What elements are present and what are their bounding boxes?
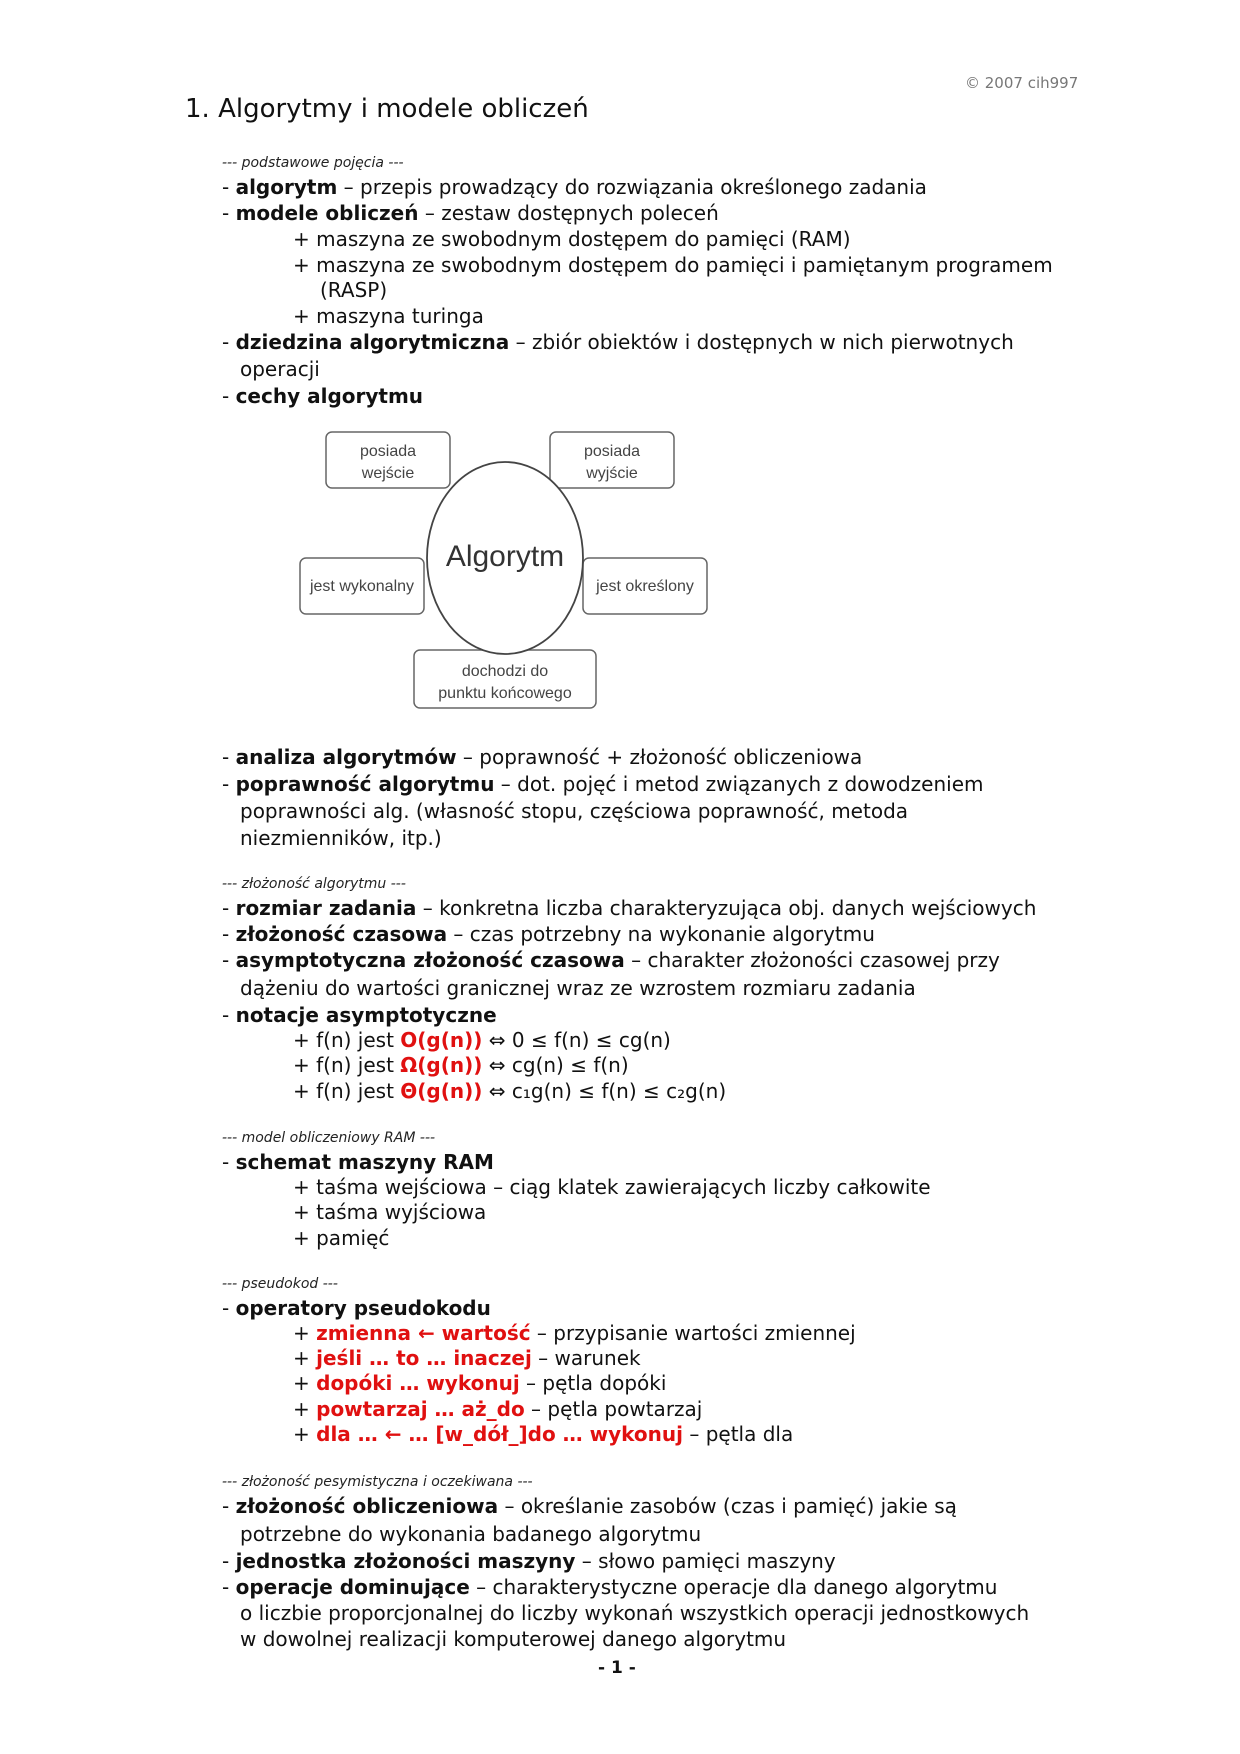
label: dochodzi do — [461, 663, 549, 680]
term: notacje asymptotyczne — [235, 1003, 497, 1027]
text: + f(n) jest — [293, 1079, 401, 1103]
keyword: powtarzaj … aż_do — [316, 1397, 525, 1421]
text: ⇔ 0 ≤ f(n) ≤ cg(n) — [482, 1028, 671, 1052]
notation-big-o — [293, 1027, 671, 1053]
bullet: - — [222, 384, 236, 408]
subitem-rasp: + maszyna ze swobodnym dostępem do pamięci i pamiętanym programem — [293, 253, 1053, 277]
item-notacje — [222, 1002, 497, 1028]
label: posiada — [359, 443, 417, 460]
plus: + — [293, 1371, 317, 1395]
section-heading-complexity: --- złożoność algorytmu --- — [222, 876, 406, 892]
operator-repeat — [293, 1396, 702, 1422]
item-poprawnosc — [222, 771, 983, 797]
definition: – charakterystyczne operacje dla danego algorytmu — [469, 1575, 998, 1599]
bullet: - — [222, 1296, 236, 1320]
text: + f(n) jest — [293, 1028, 401, 1052]
definition: – zbiór obiektów i dostępnych w nich pierwotnych — [509, 330, 1014, 354]
bullet: - — [222, 330, 236, 354]
bullet: - — [222, 948, 236, 972]
bullet: - — [222, 772, 236, 796]
term: jednostka złożoności maszyny — [235, 1549, 576, 1573]
keyword: jeśli … to … inaczej — [316, 1346, 532, 1370]
section-heading-basic: --- podstawowe pojęcia --- — [222, 155, 404, 171]
term: dziedzina algorytmiczna — [235, 330, 510, 354]
definition: – czas potrzebny na wykonanie algorytmu — [447, 922, 875, 946]
term: analiza algorytmów — [235, 745, 457, 769]
bullet: - — [222, 201, 236, 225]
algorithm-features-diagram — [290, 420, 720, 720]
bullet: - — [222, 1549, 236, 1573]
label: jest określony — [596, 578, 694, 595]
item-poprawnosc-cont: poprawności alg. (własność stopu, częściowa poprawność, metoda — [240, 799, 909, 823]
subitem-tasma-wy: + taśma wyjściowa — [293, 1200, 487, 1224]
term: schemat maszyny RAM — [235, 1150, 494, 1174]
item-cechy — [222, 383, 423, 409]
item-operatory — [222, 1295, 491, 1321]
item-czasowa — [222, 921, 875, 947]
subitem-turing: + maszyna turinga — [293, 304, 484, 328]
item-schemat — [222, 1149, 494, 1175]
term: rozmiar zadania — [235, 896, 417, 920]
center-ellipse — [427, 462, 583, 654]
operator-if — [293, 1345, 641, 1371]
term: modele obliczeń — [235, 201, 419, 225]
subitem-tasma-we: + taśma wejściowa – ciąg klatek zawierających liczby całkowite — [293, 1175, 931, 1199]
term: operacje dominujące — [235, 1575, 470, 1599]
page-title: 1. Algorytmy i modele obliczeń — [185, 94, 589, 124]
label: wyjście — [586, 465, 638, 482]
definition: – poprawność + złożoność obliczeniowa — [456, 745, 863, 769]
item-dziedzina — [222, 329, 1014, 355]
page-number: - 1 - — [598, 1658, 636, 1678]
bullet: - — [222, 175, 236, 199]
item-algorytm — [222, 174, 927, 200]
definition: – pętla dla — [682, 1422, 794, 1446]
operator-for — [293, 1421, 793, 1447]
box-top-left — [326, 432, 450, 488]
item-dominujace — [222, 1574, 997, 1600]
definition: – zestaw dostępnych poleceń — [418, 201, 719, 225]
definition: – określanie zasobów (czas i pamięć) jakie są — [498, 1494, 957, 1518]
bullet: - — [222, 1575, 236, 1599]
section-heading-ram: --- model obliczeniowy RAM --- — [222, 1130, 436, 1146]
bullet: - — [222, 1150, 236, 1174]
box-bottom — [414, 650, 596, 708]
notation-big-theta — [293, 1078, 726, 1104]
item-poprawnosc-cont: niezmienników, itp.) — [240, 826, 442, 850]
label: Algorytm — [445, 540, 565, 573]
definition: – słowo pamięci maszyny — [575, 1549, 836, 1573]
definition: – dot. pojęć i metod związanych z dowodzeniem — [494, 772, 984, 796]
term: poprawność algorytmu — [235, 772, 495, 796]
label: jest wykonalny — [309, 578, 415, 595]
term: asymptotyczna złożoność czasowa — [235, 948, 625, 972]
bullet: - — [222, 896, 236, 920]
keyword: dopóki … wykonuj — [316, 1371, 520, 1395]
definition: – pętla dopóki — [519, 1371, 667, 1395]
plus: + — [293, 1422, 317, 1446]
item-modele — [222, 200, 719, 226]
box-top-right — [550, 432, 674, 488]
term: złożoność obliczeniowa — [235, 1494, 499, 1518]
item-analiza — [222, 744, 862, 770]
label: punktu końcowego — [438, 685, 572, 702]
item-asymptotyczna — [222, 947, 1000, 973]
definition: – pętla powtarzaj — [524, 1397, 703, 1421]
text: ⇔ c₁g(n) ≤ f(n) ≤ c₂g(n) — [482, 1079, 727, 1103]
term: operatory pseudokodu — [235, 1296, 491, 1320]
term: złożoność czasowa — [235, 922, 448, 946]
plus: + — [293, 1397, 317, 1421]
symbol: O(g(n)) — [400, 1028, 483, 1052]
definition: – warunek — [531, 1346, 641, 1370]
label: wejście — [361, 465, 415, 482]
text: ⇔ cg(n) ≤ f(n) — [482, 1053, 629, 1077]
item-dominujace-cont: o liczbie proporcjonalnej do liczby wykonań wszystkich operacji jednostkowych — [240, 1601, 1030, 1625]
symbol: Ω(g(n)) — [400, 1053, 483, 1077]
item-jednostka — [222, 1548, 836, 1574]
subitem-pamiec: + pamięć — [293, 1226, 390, 1250]
notation-big-omega — [293, 1052, 629, 1078]
section-heading-pseudocode: --- pseudokod --- — [222, 1276, 338, 1292]
box-right — [583, 558, 707, 614]
item-dominujace-cont: w dowolnej realizacji komputerowej danego algorytmu — [240, 1627, 787, 1651]
keyword: zmienna ← wartość — [316, 1321, 531, 1345]
plus: + — [293, 1321, 317, 1345]
item-rozmiar — [222, 895, 1036, 921]
term: cechy algorytmu — [235, 384, 424, 408]
text: + f(n) jest — [293, 1053, 401, 1077]
plus: + — [293, 1346, 317, 1370]
section-heading-pessimistic: --- złożoność pesymistyczna i oczekiwana --- — [222, 1474, 533, 1490]
term: algorytm — [235, 175, 338, 199]
subitem-rasp-cont: (RASP) — [320, 278, 388, 302]
definition: – przypisanie wartości zmiennej — [530, 1321, 856, 1345]
keyword: dla … ← … [w_dół_]do … wykonuj — [316, 1422, 683, 1446]
item-asymptotyczna-cont: dążeniu do wartości granicznej wraz ze wzrostem rozmiaru zadania — [240, 976, 916, 1000]
symbol: Θ(g(n)) — [400, 1079, 483, 1103]
definition: – konkretna liczba charakteryzująca obj. danych wejściowych — [416, 896, 1037, 920]
definition: – przepis prowadzący do rozwiązania określonego zadania — [337, 175, 927, 199]
copyright: © 2007 cih997 — [965, 74, 1079, 92]
item-zlozonosc-obl-cont: potrzebne do wykonania badanego algorytmu — [240, 1522, 702, 1546]
operator-while — [293, 1370, 666, 1396]
bullet: - — [222, 1003, 236, 1027]
item-dziedzina-cont: operacji — [240, 357, 320, 381]
subitem-ram: + maszyna ze swobodnym dostępem do pamięci (RAM) — [293, 227, 851, 251]
bullet: - — [222, 1494, 236, 1518]
item-zlozonosc-obl — [222, 1493, 957, 1519]
bullet: - — [222, 922, 236, 946]
operator-assign — [293, 1320, 856, 1346]
box-left — [300, 558, 424, 614]
bullet: - — [222, 745, 236, 769]
label: posiada — [583, 443, 641, 460]
definition: – charakter złożoności czasowej przy — [624, 948, 1000, 972]
